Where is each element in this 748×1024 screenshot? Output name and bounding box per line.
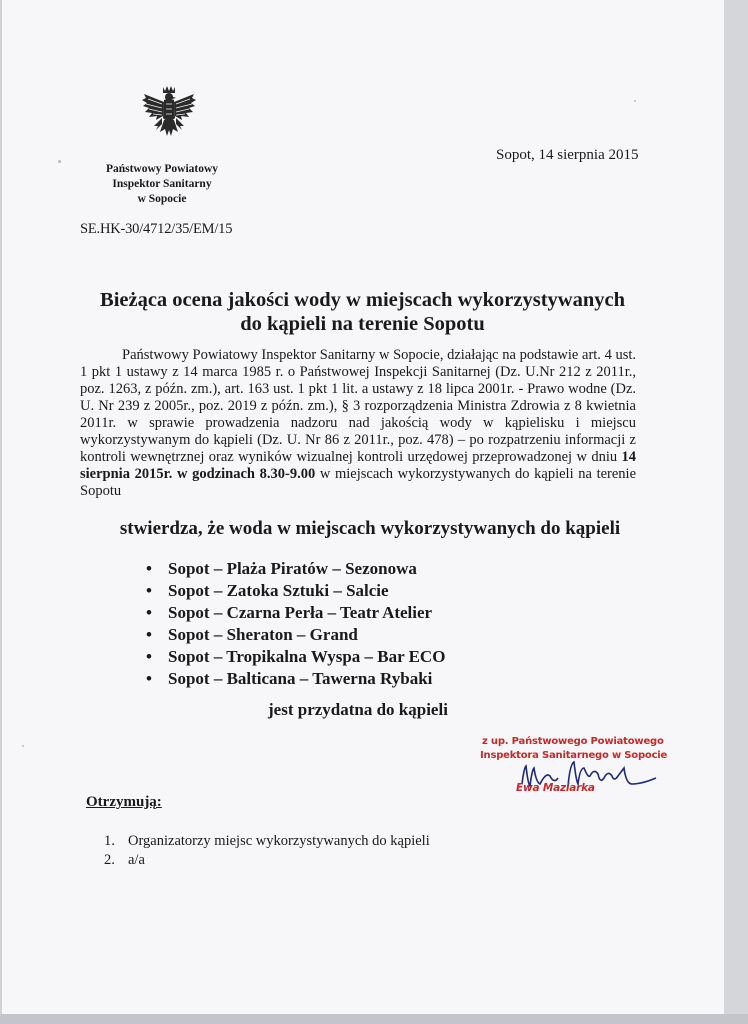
inspection-hours: godzinach 8.30-9.00 <box>192 466 316 482</box>
scan-speck <box>634 100 636 102</box>
document-title <box>60 288 665 336</box>
document-date: Sopot, 14 sierpnia 2015 <box>496 147 639 163</box>
list-item <box>104 832 430 851</box>
recipient: a/a <box>128 852 145 868</box>
bathing-site: Sopot – Sheraton – Grand <box>168 625 358 644</box>
reference-number: SE.HK-30/4712/35/EM/15 <box>80 221 233 237</box>
official-stamp <box>478 736 668 798</box>
scan-margin-bottom <box>0 1014 748 1024</box>
issuing-authority <box>88 162 236 207</box>
bullet-icon: • <box>146 581 152 600</box>
bathing-site: Sopot – Balticana – Tawerna Rybaki <box>168 669 433 688</box>
body-text: Państwowy Powiatowy Inspektor Sanitarny w Sopocie, działając na podstawie art. 4 ust. 1 pkt 1 ustawy z 14 marca 1985 r. o Państwowej Inspekcji Sanitarnej (Dz. U.Nr 212 z 2011r., poz. 1263, z późn. zm.), art. 163 ust. 1 pkt 1 lit. a ustawy z 18 lipca 2001r. - Prawo wodne (Dz. U. Nr 239 z 2005r., poz. 2019 z późn. zm.), § 3 rozporządzenia Ministra Zdrowia z 8 kwietnia 2011r. w sprawie prowadzenia nadzoru nad jakością wody w kąpielisku i miejscu wykorzystywanym do kąpieli (Dz. U. Nr 86 z 2011r., poz. 478) – po rozpatrzeniu informacji z kontroli wewnętrznej oraz wyników wizualnej kontroli urzędowej przeprowadzonej w dniu <box>80 347 636 465</box>
title-line: Bieżąca ocena jakości wody w miejscach wykorzystywanych <box>100 289 625 311</box>
bullet-icon: • <box>146 603 152 622</box>
list-item <box>146 580 445 602</box>
stamp-line: Inspektora Sanitarnego w Sopocie <box>480 750 668 761</box>
scan-speck <box>22 745 24 747</box>
list-item <box>146 646 445 668</box>
body-text: w miejscach wykorzystywanych do kąpieli na terenie Sopotu <box>80 466 637 499</box>
authority-line: w Sopocie <box>137 193 187 205</box>
list-item <box>146 668 445 690</box>
title-line: do kąpieli na terenie Sopotu <box>240 313 485 335</box>
scan-margin-right <box>724 0 748 1024</box>
bullet-icon: • <box>146 559 152 578</box>
recipients-list <box>104 832 430 870</box>
bullet-icon: • <box>146 647 152 666</box>
bathing-site: Sopot – Plaża Piratów – Sezonowa <box>168 559 417 578</box>
bullet-icon: • <box>146 669 152 688</box>
list-item <box>146 624 445 646</box>
bullet-icon: • <box>146 625 152 644</box>
polish-eagle-emblem-icon <box>140 84 198 146</box>
authority-line: Państwowy Powiatowy <box>105 163 219 175</box>
authority-line: Inspektor Sanitarny <box>112 178 212 190</box>
body-text-bold: w <box>176 466 188 482</box>
legal-basis-paragraph <box>80 347 636 500</box>
scan-speck <box>58 160 61 163</box>
item-number: 2. <box>104 852 115 868</box>
inspection-date: 14 sierpnia 2015r. <box>80 449 636 482</box>
list-item <box>146 602 445 624</box>
list-item <box>104 851 430 870</box>
paragraph-indent <box>80 347 122 363</box>
verdict-statement: jest przydatna do kąpieli <box>268 700 448 719</box>
recipients-label: Otrzymują: <box>86 794 162 810</box>
recipient: Organizatorzy miejsc wykorzystywanych do kąpieli <box>128 833 430 849</box>
stamp-signatory: Ewa Maziarka <box>516 782 595 794</box>
list-item <box>146 558 445 580</box>
item-number: 1. <box>104 833 115 849</box>
bathing-sites-list <box>146 558 445 690</box>
bathing-site: Sopot – Zatoka Sztuki – Salcie <box>168 581 389 600</box>
stamp-line: z up. Państwowego Powiatowego <box>482 736 664 747</box>
bathing-site: Sopot – Tropikalna Wyspa – Bar ECO <box>168 647 446 666</box>
bathing-site: Sopot – Czarna Perła – Teatr Atelier <box>168 603 433 622</box>
finding-statement: stwierdza, że woda w miejscach wykorzystywanych do kąpieli <box>119 518 621 539</box>
